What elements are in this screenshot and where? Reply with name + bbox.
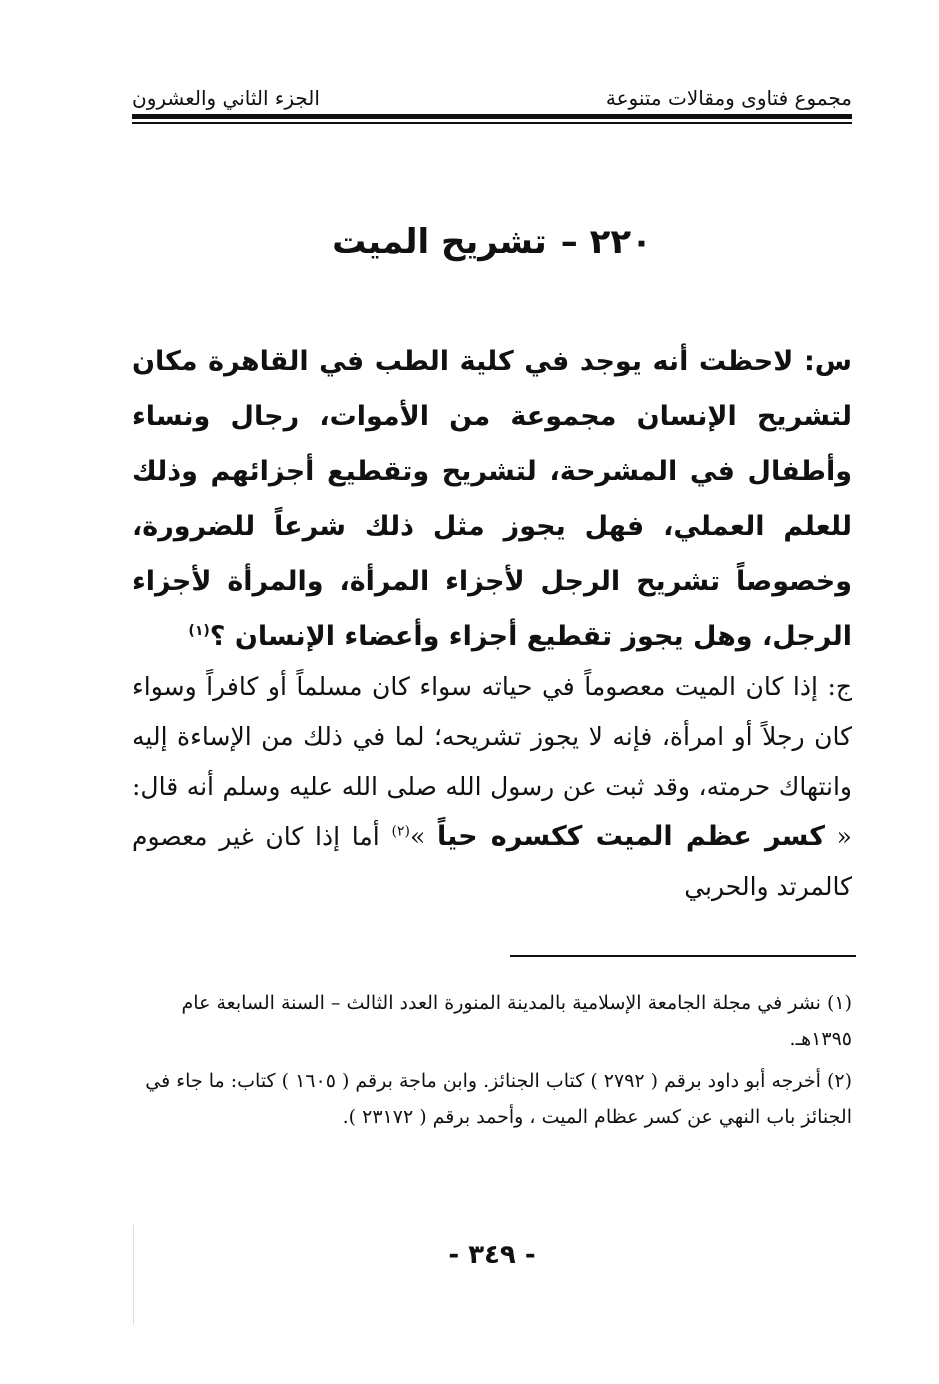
footnote-mark: (١)	[826, 992, 852, 1014]
question-paragraph	[132, 334, 852, 664]
hadith-quote: كسر عظم الميت ككسره حياً	[436, 821, 825, 852]
question-prefix: س:	[803, 346, 852, 377]
article-number: ٢٢٠ –	[560, 222, 652, 262]
footnote-text: نشر في مجلة الجامعة الإسلامية بالمدينة المنورة العدد الثالث – السنة السابعة عام ١٣٩٥هـ.	[181, 992, 852, 1050]
page-number: - ٣٤٩ -	[448, 1240, 536, 1270]
quote-open: «	[836, 822, 852, 851]
footnote-text: أخرجه أبو داود برقم ( ٢٧٩٢ ) كتاب الجنائز. وابن ماجة برقم ( ١٦٠٥ ) كتاب: ما جاء في الجنائز باب النهي عن كسر عظام الميت ، وأحمد برقم ( ٢٣١٧٢ ).	[145, 1070, 852, 1128]
footnotes	[132, 985, 852, 1141]
running-header	[132, 72, 852, 110]
answer-prefix: ج:	[827, 672, 853, 701]
volume-label: الجزء الثاني والعشرون	[132, 86, 320, 110]
header-rule-thick	[132, 114, 852, 119]
answer-text-before: إذا كان الميت معصوماً في حياته سواء كان مسلماً أو كافراً وسواء كان رجلاً أو امرأة، فإنه لا يجوز تشريحه؛ لما في ذلك من الإساءة إليه وانتهاك حرمته، وقد ثبت عن رسول الله صلى الله عليه وسلم أنه قال:	[132, 672, 852, 801]
question-text: لاحظت أنه يوجد في كلية الطب في القاهرة مكان لتشريح الإنسان مجموعة من الأموات، رجال ونساء وأطفال في المشرحة، لتشريح وتقطيع أجزائهم وذلك للعلم العملي، فهل يجوز مثل ذلك شرعاً للضرورة، وخصوصاً تشريح الرجل لأجزاء المرأة، والمرأة لأجزاء الرجل، وهل يجوز تقطيع أجزاء وأعضاء الإنسان ؟	[132, 346, 852, 652]
footnote-ref-1: (١)	[188, 623, 210, 639]
article-title: تشريح الميت	[332, 222, 547, 262]
article-heading	[132, 222, 852, 262]
book-title: مجموع فتاوى ومقالات متنوعة	[605, 86, 852, 110]
answer-paragraph	[132, 662, 852, 912]
footnote-2	[132, 1063, 852, 1135]
footnote-separator	[510, 955, 856, 957]
footnote-mark: (٢)	[826, 1070, 852, 1092]
footnote-1	[132, 985, 852, 1057]
answer-text-after: أما إذا كان غير معصوم كالمرتد والحربي	[132, 822, 852, 901]
scan-edge-line	[133, 1225, 134, 1325]
quote-close: »	[409, 822, 426, 851]
footnote-ref-2: (٢)	[391, 823, 410, 840]
header-rule-thin	[132, 122, 852, 124]
